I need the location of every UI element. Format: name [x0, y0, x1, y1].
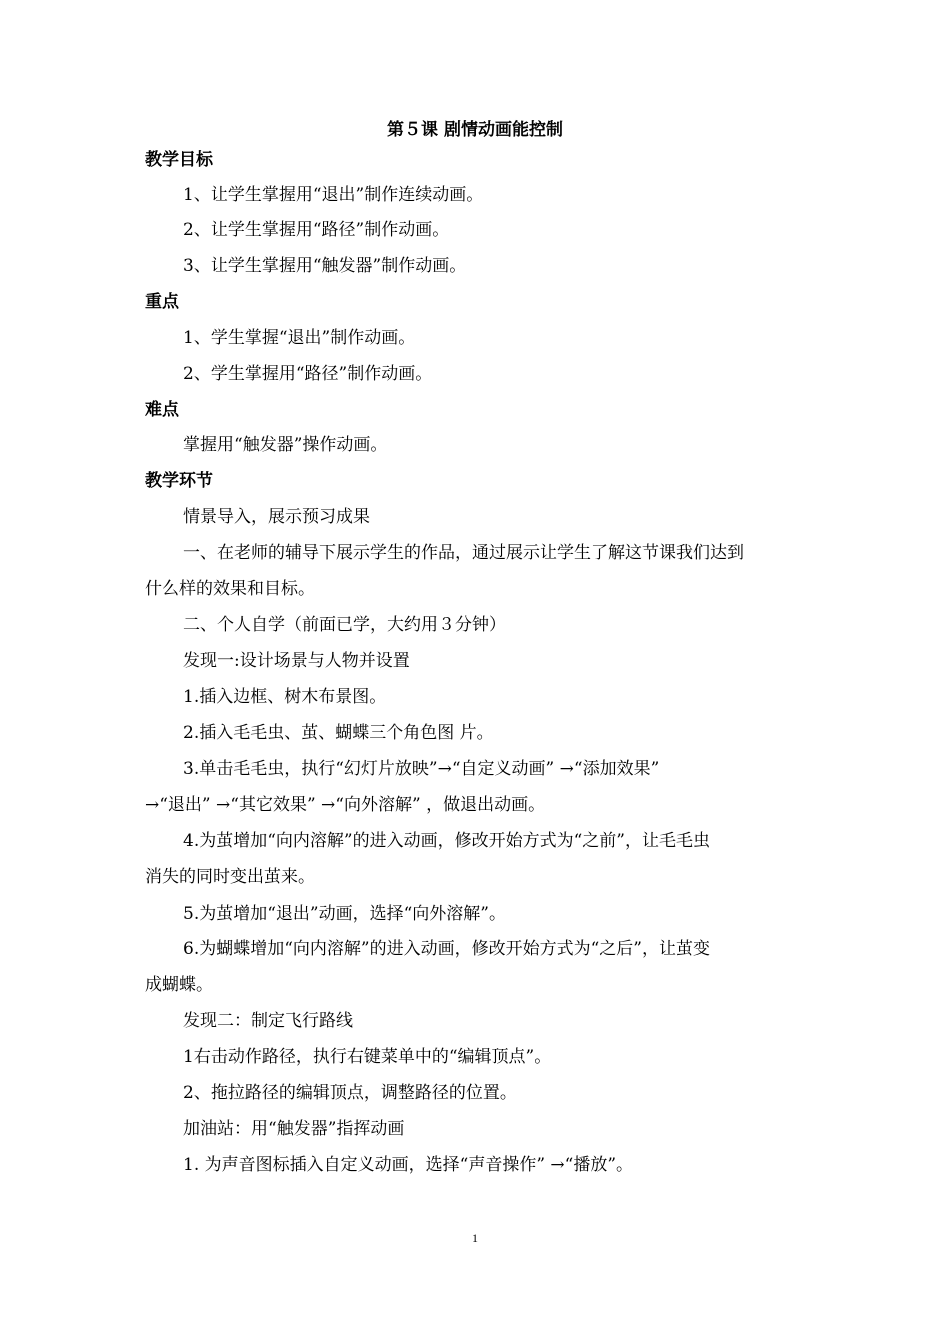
- process-heading: 教学环节: [145, 471, 213, 491]
- objective-item-1: 1、让学生掌握用“退出”制作连续动画。: [183, 185, 484, 205]
- process-line: 加油站：用“触发器”指挥动画: [183, 1119, 405, 1139]
- lesson-title: 第５课 剧情动画能控制: [387, 120, 563, 140]
- process-line: 一、在老师的辅导下展示学生的作品，通过展示让学生了解这节课我们达到: [183, 543, 744, 563]
- process-line: 1.插入边框、树木布景图。: [183, 687, 387, 707]
- process-line: 4.为茧增加“向内溶解”的进入动画，修改开始方式为“之前”，让毛毛虫: [183, 831, 710, 851]
- objective-item-3: 3、让学生掌握用“触发器”制作动画。: [183, 256, 467, 276]
- process-line: 2.插入毛毛虫、茧、蝴蝶三个角色图 片。: [183, 723, 494, 743]
- process-line: 5.为茧增加“退出”动画，选择“向外溶解”。: [183, 904, 506, 924]
- process-line: 6.为蝴蝶增加“向内溶解”的进入动画，修改开始方式为“之后”，让茧变: [183, 939, 710, 959]
- key-point-item-1: 1、学生掌握“退出”制作动画。: [183, 328, 416, 348]
- key-point-item-2: 2、学生掌握用“路径”制作动画。: [183, 364, 433, 384]
- difficulty-item-1: 掌握用“触发器”操作动画。: [183, 435, 388, 455]
- process-line: 情景导入，展示预习成果: [183, 507, 370, 527]
- process-line: 3.单击毛毛虫，执行“幻灯片放映”→“自定义动画” →“添加效果”: [183, 759, 660, 779]
- difficulties-heading: 难点: [145, 400, 179, 420]
- process-line: 1右击动作路径，执行右键菜单中的“编辑顶点”。: [183, 1047, 552, 1067]
- process-line: 2、拖拉路径的编辑顶点，调整路径的位置。: [183, 1083, 517, 1103]
- process-line: 1. 为声音图标插入自定义动画，选择“声音操作” →“播放”。: [183, 1155, 634, 1175]
- objective-item-2: 2、让学生掌握用“路径”制作动画。: [183, 220, 450, 240]
- process-line: 发现二：制定飞行路线: [183, 1011, 353, 1031]
- page-number: 1: [472, 1231, 478, 1245]
- process-line: 发现一:设计场景与人物并设置: [183, 651, 410, 671]
- objectives-heading: 教学目标: [145, 150, 213, 170]
- process-line: 成蝴蝶。: [145, 975, 213, 995]
- key-points-heading: 重点: [145, 292, 179, 312]
- process-line: 什么样的效果和目标。: [145, 579, 315, 599]
- process-line: →“退出” →“其它效果” →“向外溶解” ，做退出动画。: [145, 795, 546, 815]
- process-line: 二、个人自学（前面已学，大约用３分钟）: [183, 615, 506, 635]
- process-line: 消失的同时变出茧来。: [145, 867, 315, 887]
